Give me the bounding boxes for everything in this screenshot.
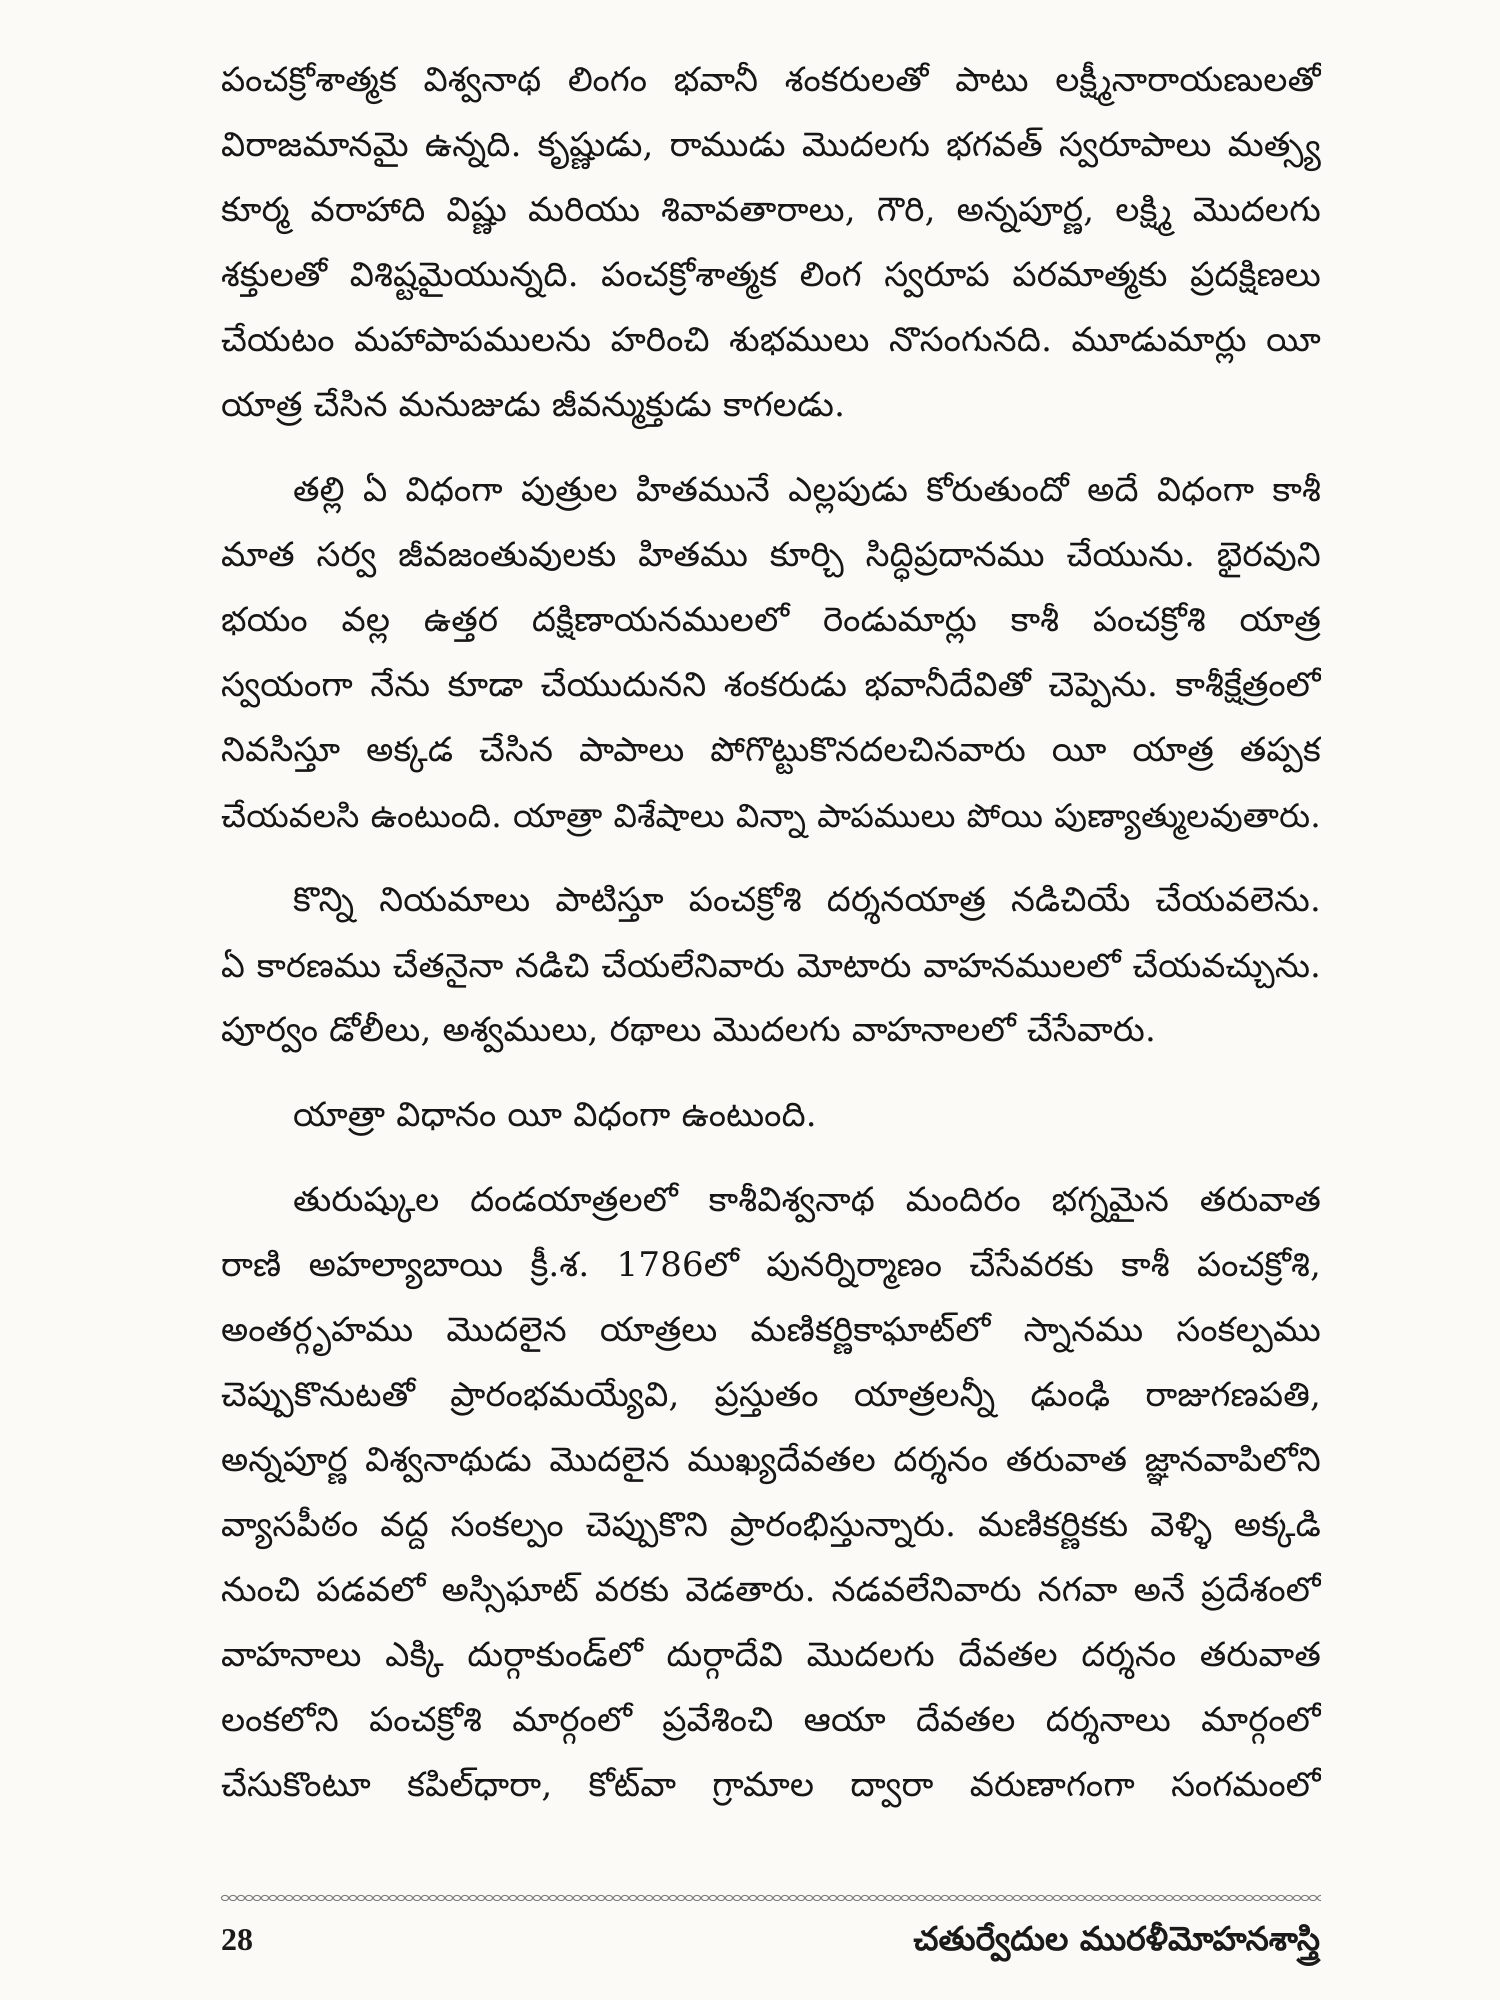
text-line: యాత్ర చేసిన మనుజుడు జీవన్ముక్తుడు కాగలడు. [221, 385, 846, 425]
paragraph-1 [221, 48, 1321, 438]
text-line: కొన్ని నియమాలు పాటిస్తూ పంచక్రోశి దర్శనయాత్ర నడిచియే చేయవలెను. [293, 880, 1321, 920]
text-line: అంతర్గృహము మొదలైన యాత్రలు మణికర్ణికాఘాట్‌లో స్నానము సంకల్పము [221, 1310, 1321, 1350]
paragraph-5 [221, 1168, 1321, 1818]
text-line: స్వయంగా నేను కూడా చేయుదునని శంకరుడు భవానీదేవితో చెప్పెను. కాశీక్షేత్రంలో [221, 665, 1321, 705]
paragraph-4 [221, 1083, 1321, 1148]
text-line: వ్యాసపీఠం వద్ద సంకల్పం చెప్పుకొని ప్రారంభిస్తున్నారు. మణికర్ణికకు వెళ్ళి అక్కడి [221, 1505, 1321, 1545]
text-line: విరాజమానమై ఉన్నది. కృష్ణుడు, రాముడు మొదలగు భగవత్ స్వరూపాలు మత్స్య [221, 125, 1321, 165]
footer-ornament-rule [221, 1893, 1321, 1903]
text-line: యాత్రా విధానం యీ విధంగా ఉంటుంది. [293, 1095, 817, 1135]
text-line: లంకలోని పంచక్రోశి మార్గంలో ప్రవేశించి ఆయా దేవతల దర్శనాలు మార్గంలో [221, 1700, 1321, 1740]
body-text [221, 48, 1321, 1818]
text-line: భయం వల్ల ఉత్తర దక్షిణాయనములలో రెండుమార్లు కాశీ పంచక్రోశి యాత్ర [221, 600, 1321, 640]
text-line: చేయవలసి ఉంటుంది. యాత్రా విశేషాలు విన్నా పాపములు పోయి పుణ్యాత్ములవుతారు. [221, 796, 1321, 835]
paragraph-3 [221, 868, 1321, 1063]
text-line: మాత సర్వ జీవజంతువులకు హితము కూర్చి సిద్ధిప్రదానము చేయును. భైరవుని [221, 535, 1321, 575]
text-line: అన్నపూర్ణ విశ్వనాథుడు మొదలైన ముఖ్యదేవతల దర్శనం తరువాత జ్ఞానవాపిలోని [221, 1440, 1321, 1480]
text-line: పూర్వం డోలీలు, అశ్వములు, రథాలు మొదలగు వాహనాలలో చేసేవారు. [221, 1010, 1156, 1050]
paragraph-2 [221, 458, 1321, 848]
text-line: చెప్పుకొనుటతో ప్రారంభమయ్యేవి, ప్రస్తుతం యాత్రలన్నీ ఢుంఢి రాజుగణపతి, [221, 1375, 1321, 1415]
text-line: వాహనాలు ఎక్కి దుర్గాకుండ్‌లో దుర్గాదేవి మొదలగు దేవతల దర్శనం తరువాత [221, 1635, 1321, 1675]
text-line: రాణి అహల్యాబాయి క్రీ.శ. 1786లో పునర్నిర్మాణం చేసేవరకు కాశీ పంచక్రోశి, [221, 1245, 1321, 1285]
text-line: నివసిస్తూ అక్కడ చేసిన పాపాలు పోగొట్టుకొనదలచినవారు యీ యాత్ర తప్పక [221, 730, 1321, 770]
text-line: పంచక్రోశాత్మక విశ్వనాథ లింగం భవానీ శంకరులతో పాటు లక్ష్మీనారాయణులతో [221, 60, 1321, 100]
text-line: కూర్మ వరాహాది విష్ణు మరియు శివావతారాలు, గౌరి, అన్నపూర్ణ, లక్ష్మి మొదలగు [221, 190, 1321, 230]
page-number: 28 [221, 1921, 253, 1957]
text-line: నుంచి పడవలో అస్సిఘాట్ వరకు వెడతారు. నడవలేనివారు నగవా అనే ప్రదేశంలో [221, 1570, 1321, 1610]
text-line: శక్తులతో విశిష్టమైయున్నది. పంచక్రోశాత్మక లింగ స్వరూప పరమాత్మకు ప్రదక్షిణలు [221, 255, 1321, 295]
text-line: చేయటం మహాపాపములను హరించి శుభములు నొసంగునది. మూడుమార్లు యీ [221, 320, 1321, 360]
text-line: చేసుకొంటూ కపిల్‌ధారా, కోట్‌వా గ్రామాల ద్వారా వరుణాగంగా సంగమంలో [221, 1765, 1321, 1805]
text-line: తల్లి ఏ విధంగా పుత్రుల హితమునే ఎల్లపుడు కోరుతుందో అదే విధంగా కాశీ [293, 470, 1321, 510]
author-name: చతుర్వేదుల మురళీమోహనశాస్త్రి [913, 1919, 1320, 1958]
text-line: తురుష్కుల దండయాత్రలలో కాశీవిశ్వనాథ మందిరం భగ్నమైన తరువాత [293, 1180, 1321, 1220]
text-line: ఏ కారణము చేతనైనా నడిచి చేయలేనివారు మోటారు వాహనములలో చేయవచ్చును. [221, 946, 1321, 985]
